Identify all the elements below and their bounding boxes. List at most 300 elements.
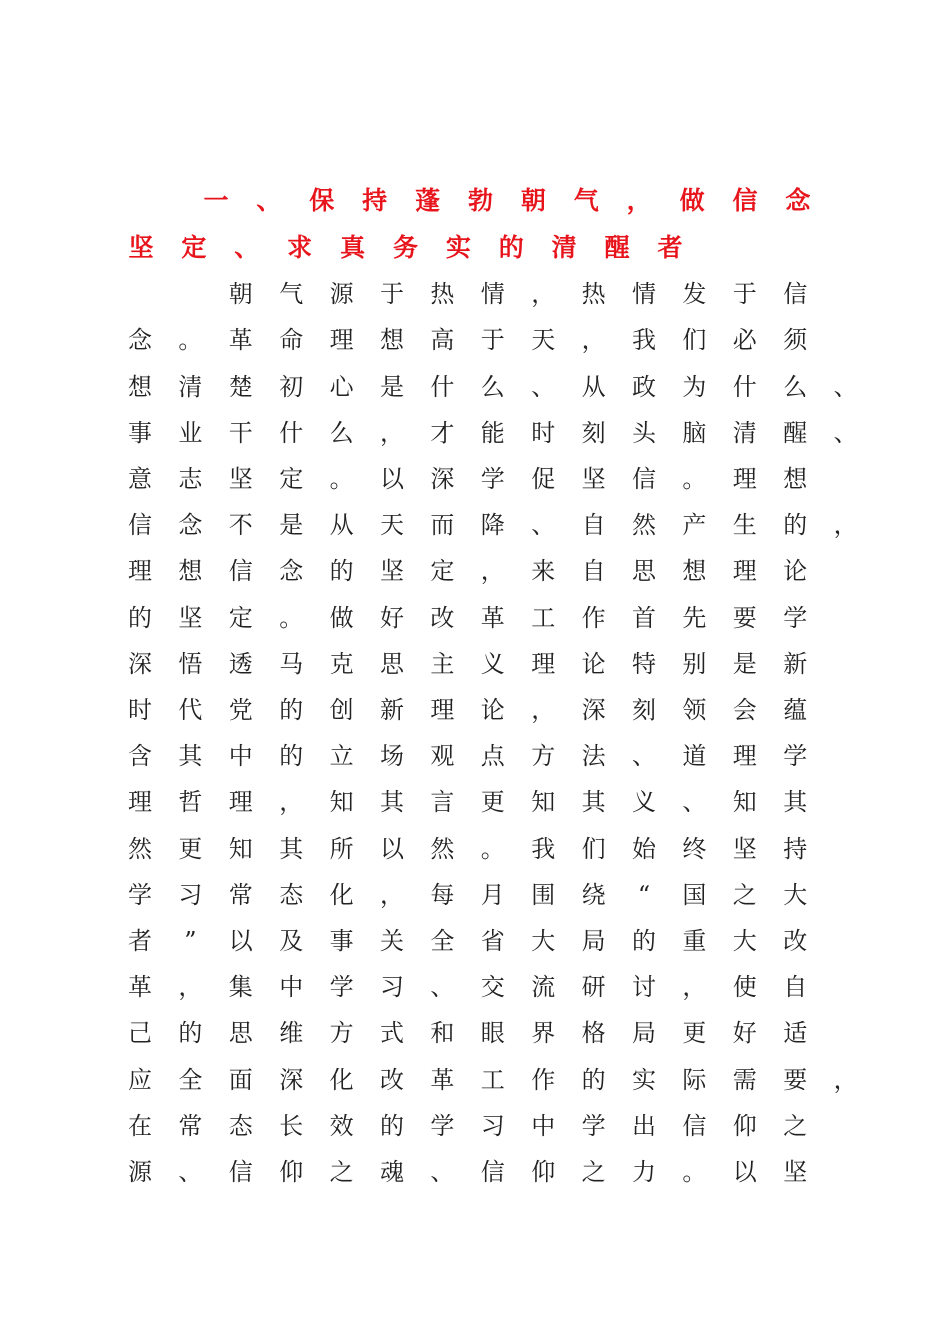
- character: 关: [380, 927, 404, 955]
- character: 、: [256, 186, 282, 215]
- character: 天: [380, 511, 404, 539]
- character: 的: [632, 927, 656, 955]
- character: 代: [178, 696, 203, 724]
- character: 醒: [783, 419, 808, 447]
- character: 交: [480, 973, 505, 1001]
- character: 月: [480, 881, 505, 909]
- character: 的: [279, 696, 304, 724]
- character: 终: [682, 835, 707, 863]
- character: 以: [380, 835, 404, 863]
- character: 之: [581, 1158, 606, 1186]
- character: 求: [287, 233, 313, 262]
- character: 我: [531, 835, 556, 863]
- character: 然: [128, 835, 152, 863]
- character: ，: [380, 419, 404, 447]
- character: 是: [279, 511, 304, 539]
- character: 实: [445, 233, 471, 262]
- character: 、: [632, 742, 656, 770]
- character: 道: [682, 742, 707, 770]
- character: 全: [178, 1066, 203, 1094]
- character: 会: [732, 696, 757, 724]
- character: 的: [380, 1112, 404, 1140]
- heading-line: [0, 225, 950, 271]
- character: 坚: [732, 835, 757, 863]
- character: 才: [430, 419, 455, 447]
- character: ，: [833, 1066, 858, 1094]
- character: 楚: [228, 373, 253, 401]
- character: 想: [380, 326, 404, 354]
- character: 新: [380, 696, 404, 724]
- character: 信: [682, 1112, 707, 1140]
- character: 论: [581, 650, 606, 678]
- character: 时: [128, 696, 152, 724]
- character: 热: [581, 280, 606, 308]
- character: 革: [430, 1066, 455, 1094]
- character: 、: [430, 1158, 455, 1186]
- character: 大: [732, 927, 757, 955]
- character: 的: [178, 1019, 203, 1047]
- character: 学: [430, 1112, 455, 1140]
- character: 信: [228, 1158, 253, 1186]
- character: 气: [573, 186, 599, 215]
- character: 要: [783, 1066, 808, 1094]
- character: 心: [329, 373, 354, 401]
- character: 么: [480, 373, 505, 401]
- character: 学: [581, 1112, 606, 1140]
- character: 政: [632, 373, 656, 401]
- character: 己: [128, 1019, 152, 1047]
- character: ，: [626, 186, 652, 215]
- character: 理: [329, 326, 354, 354]
- character: 深: [581, 696, 606, 724]
- character: 情: [480, 280, 505, 308]
- character: 特: [632, 650, 656, 678]
- character: 每: [430, 881, 455, 909]
- character: 工: [531, 604, 556, 632]
- paragraph-line: [0, 964, 950, 1010]
- character: 持: [362, 186, 388, 215]
- paragraph-line: [0, 733, 950, 779]
- character: 深: [128, 650, 152, 678]
- character: 理: [430, 696, 455, 724]
- character: 做: [679, 186, 705, 215]
- character: 党: [228, 696, 253, 724]
- character: 来: [531, 557, 556, 585]
- character: 在: [128, 1112, 152, 1140]
- character: 革: [480, 604, 505, 632]
- character: 场: [380, 742, 404, 770]
- character: 坚: [178, 604, 203, 632]
- character: 理: [228, 788, 253, 816]
- character: 醒: [604, 233, 630, 262]
- character: 念: [178, 511, 203, 539]
- character: 坚: [128, 233, 154, 262]
- character: 作: [581, 604, 606, 632]
- character: 新: [783, 650, 808, 678]
- character: 一: [203, 186, 229, 215]
- character: 、: [682, 788, 707, 816]
- character: 习: [480, 1112, 505, 1140]
- character: 的: [783, 511, 808, 539]
- character: 化: [329, 881, 354, 909]
- character: 信: [228, 557, 253, 585]
- character: 之: [732, 881, 757, 909]
- character: 其: [380, 788, 404, 816]
- character: ，: [178, 973, 203, 1001]
- character: 清: [551, 233, 577, 262]
- character: 发: [682, 280, 707, 308]
- character: ，: [682, 973, 707, 1001]
- character: 、: [531, 511, 556, 539]
- character: 头: [632, 419, 656, 447]
- character: 以: [380, 465, 404, 493]
- character: 知: [329, 788, 354, 816]
- paragraph-line: [0, 410, 950, 456]
- character: 理: [128, 788, 152, 816]
- character: 于: [732, 280, 757, 308]
- character: 中: [228, 742, 253, 770]
- character: “: [637, 881, 651, 909]
- character: 做: [329, 604, 354, 632]
- character: 集: [228, 973, 253, 1001]
- character: 保: [309, 186, 335, 215]
- character: ”: [184, 927, 197, 955]
- character: 想: [178, 557, 203, 585]
- character: 首: [632, 604, 656, 632]
- character: 改: [783, 927, 808, 955]
- character: 自: [581, 511, 606, 539]
- character: 其: [581, 788, 606, 816]
- character: 以: [732, 1158, 757, 1186]
- character: 不: [228, 511, 253, 539]
- paragraph-line: [0, 918, 950, 964]
- character: 清: [178, 373, 203, 401]
- paragraph-line: [0, 595, 950, 641]
- character: 者: [128, 927, 152, 955]
- character: 其: [279, 835, 304, 863]
- character: 念: [279, 557, 304, 585]
- paragraph-line: [0, 1149, 950, 1195]
- character: 工: [480, 1066, 505, 1094]
- character: 学: [480, 465, 505, 493]
- paragraph-line: [0, 687, 950, 733]
- character: 克: [329, 650, 354, 678]
- character: 念: [128, 326, 152, 354]
- character: 初: [279, 373, 304, 401]
- character: 方: [531, 742, 556, 770]
- character: 国: [682, 881, 707, 909]
- character: 。: [279, 604, 304, 632]
- paragraph-line: [0, 364, 950, 410]
- character: 作: [531, 1066, 556, 1094]
- character: 全: [430, 927, 455, 955]
- character: 什: [279, 419, 304, 447]
- character: 理: [531, 650, 556, 678]
- character: 省: [480, 927, 505, 955]
- character: 理: [732, 557, 757, 585]
- paragraph-line: [0, 317, 950, 363]
- character: 及: [279, 927, 304, 955]
- character: 气: [279, 280, 304, 308]
- character: 始: [632, 835, 656, 863]
- character: 命: [279, 326, 304, 354]
- character: 意: [128, 465, 152, 493]
- character: 和: [430, 1019, 455, 1047]
- character: 么: [783, 373, 808, 401]
- character: 。: [682, 465, 707, 493]
- character: 仰: [279, 1158, 304, 1186]
- character: 大: [783, 881, 808, 909]
- character: 信: [128, 511, 152, 539]
- character: 定: [279, 465, 304, 493]
- character: 想: [783, 465, 808, 493]
- character: 马: [279, 650, 304, 678]
- character: 朝: [520, 186, 546, 215]
- character: 仰: [531, 1158, 556, 1186]
- character: 透: [228, 650, 253, 678]
- character: 好: [380, 604, 404, 632]
- character: 态: [228, 1112, 253, 1140]
- character: 常: [228, 881, 253, 909]
- character: 使: [732, 973, 757, 1001]
- character: 然: [632, 511, 656, 539]
- character: 立: [329, 742, 354, 770]
- character: 适: [783, 1019, 808, 1047]
- character: 信: [480, 1158, 505, 1186]
- character: 而: [430, 511, 455, 539]
- character: 态: [279, 881, 304, 909]
- character: 重: [682, 927, 707, 955]
- character: 情: [632, 280, 656, 308]
- character: 定: [181, 233, 207, 262]
- character: 刻: [632, 696, 656, 724]
- character: 促: [531, 465, 556, 493]
- character: 观: [430, 742, 455, 770]
- character: 学: [783, 742, 808, 770]
- character: 朝: [228, 280, 253, 308]
- character: 从: [329, 511, 354, 539]
- character: 。: [178, 326, 203, 354]
- character: 要: [732, 604, 757, 632]
- character: 高: [430, 326, 455, 354]
- character: 坚: [581, 465, 606, 493]
- character: 实: [632, 1066, 656, 1094]
- character: 坚: [380, 557, 404, 585]
- character: 言: [430, 788, 455, 816]
- character: ，: [833, 511, 858, 539]
- character: 能: [480, 419, 505, 447]
- character: 哲: [178, 788, 203, 816]
- character: 论: [783, 557, 808, 585]
- paragraph-line: [0, 641, 950, 687]
- character: 主: [430, 650, 455, 678]
- paragraph-line: [0, 1103, 950, 1149]
- character: 的: [128, 604, 152, 632]
- character: 之: [783, 1112, 808, 1140]
- character: 中: [279, 973, 304, 1001]
- character: 革: [228, 326, 253, 354]
- character: 绕: [581, 881, 606, 909]
- character: 刻: [581, 419, 606, 447]
- character: 们: [581, 835, 606, 863]
- character: 想: [682, 557, 707, 585]
- character: 、: [430, 973, 455, 1001]
- character: 勃: [467, 186, 493, 215]
- character: 所: [329, 835, 354, 863]
- character: 仰: [732, 1112, 757, 1140]
- character: 化: [329, 1066, 354, 1094]
- paragraph-line: [0, 872, 950, 918]
- character: 含: [128, 742, 152, 770]
- heading-line: [0, 178, 950, 224]
- character: ，: [531, 280, 556, 308]
- paragraph-line: [0, 779, 950, 825]
- character: 源: [128, 1158, 152, 1186]
- character: 产: [682, 511, 707, 539]
- character: 思: [380, 650, 404, 678]
- character: 时: [531, 419, 556, 447]
- character: 必: [732, 326, 757, 354]
- character: 为: [682, 373, 707, 401]
- character: 别: [682, 650, 707, 678]
- character: 方: [329, 1019, 354, 1047]
- character: 好: [732, 1019, 757, 1047]
- character: 其: [178, 742, 203, 770]
- character: 知: [732, 788, 757, 816]
- character: 天: [531, 326, 556, 354]
- character: 之: [329, 1158, 354, 1186]
- character: 际: [682, 1066, 707, 1094]
- character: 是: [380, 373, 404, 401]
- character: 我: [632, 326, 656, 354]
- character: 学: [128, 881, 152, 909]
- character: 想: [128, 373, 152, 401]
- paragraph-line: [0, 456, 950, 502]
- character: 干: [228, 419, 253, 447]
- character: 、: [178, 1158, 203, 1186]
- character: 中: [531, 1112, 556, 1140]
- character: 法: [581, 742, 606, 770]
- character: 、: [833, 419, 858, 447]
- character: 。: [480, 835, 505, 863]
- character: 、: [531, 373, 556, 401]
- character: 定: [228, 604, 253, 632]
- character: ，: [279, 788, 304, 816]
- character: 真: [340, 233, 366, 262]
- character: 面: [228, 1066, 253, 1094]
- character: 生: [732, 511, 757, 539]
- character: 围: [531, 881, 556, 909]
- character: 蕴: [783, 696, 808, 724]
- character: 更: [178, 835, 203, 863]
- character: 更: [682, 1019, 707, 1047]
- character: 讨: [632, 973, 656, 1001]
- character: 魂: [380, 1158, 404, 1186]
- character: 者: [657, 233, 683, 262]
- character: 眼: [480, 1019, 505, 1047]
- character: 界: [531, 1019, 556, 1047]
- character: 是: [732, 650, 757, 678]
- character: 先: [682, 604, 707, 632]
- character: 力: [632, 1158, 656, 1186]
- character: 念: [785, 186, 811, 215]
- character: 流: [531, 973, 556, 1001]
- character: 点: [480, 742, 505, 770]
- character: 习: [380, 973, 404, 1001]
- character: 知: [228, 835, 253, 863]
- character: 改: [430, 604, 455, 632]
- paragraph-line: [0, 502, 950, 548]
- character: 其: [783, 788, 808, 816]
- character: 么: [329, 419, 354, 447]
- character: 出: [632, 1112, 656, 1140]
- character: 业: [178, 419, 203, 447]
- character: 思: [228, 1019, 253, 1047]
- character: 的: [329, 557, 354, 585]
- character: 以: [228, 927, 253, 955]
- character: 须: [783, 326, 808, 354]
- character: 务: [392, 233, 418, 262]
- character: 持: [783, 835, 808, 863]
- paragraph-line: [0, 1010, 950, 1056]
- character: 常: [178, 1112, 203, 1140]
- character: ，: [581, 326, 606, 354]
- character: 深: [430, 465, 455, 493]
- character: 信: [632, 465, 656, 493]
- character: 学: [329, 973, 354, 1001]
- character: 格: [581, 1019, 606, 1047]
- character: 需: [732, 1066, 757, 1094]
- character: 知: [531, 788, 556, 816]
- character: 自: [581, 557, 606, 585]
- character: 。: [682, 1158, 707, 1186]
- character: 的: [279, 742, 304, 770]
- character: 思: [632, 557, 656, 585]
- character: 大: [531, 927, 556, 955]
- character: 更: [480, 788, 505, 816]
- character: 坚: [783, 1158, 808, 1186]
- character: 们: [682, 326, 707, 354]
- character: 长: [279, 1112, 304, 1140]
- character: 理: [732, 742, 757, 770]
- character: 志: [178, 465, 203, 493]
- character: 局: [581, 927, 606, 955]
- paragraph-line: [0, 271, 950, 317]
- character: 自: [783, 973, 808, 1001]
- character: 领: [682, 696, 707, 724]
- character: 义: [632, 788, 656, 816]
- character: 降: [480, 511, 505, 539]
- character: 事: [329, 927, 354, 955]
- character: ，: [531, 696, 556, 724]
- character: 局: [632, 1019, 656, 1047]
- character: 的: [581, 1066, 606, 1094]
- character: 、: [833, 373, 858, 401]
- character: 什: [732, 373, 757, 401]
- paragraph-line: [0, 1057, 950, 1103]
- character: 于: [480, 326, 505, 354]
- character: 式: [380, 1019, 404, 1047]
- character: 信: [783, 280, 808, 308]
- character: 坚: [228, 465, 253, 493]
- character: 义: [480, 650, 505, 678]
- character: 理: [732, 465, 757, 493]
- character: 清: [732, 419, 757, 447]
- character: 理: [128, 557, 152, 585]
- character: 习: [178, 881, 203, 909]
- character: 事: [128, 419, 152, 447]
- character: 悟: [178, 650, 203, 678]
